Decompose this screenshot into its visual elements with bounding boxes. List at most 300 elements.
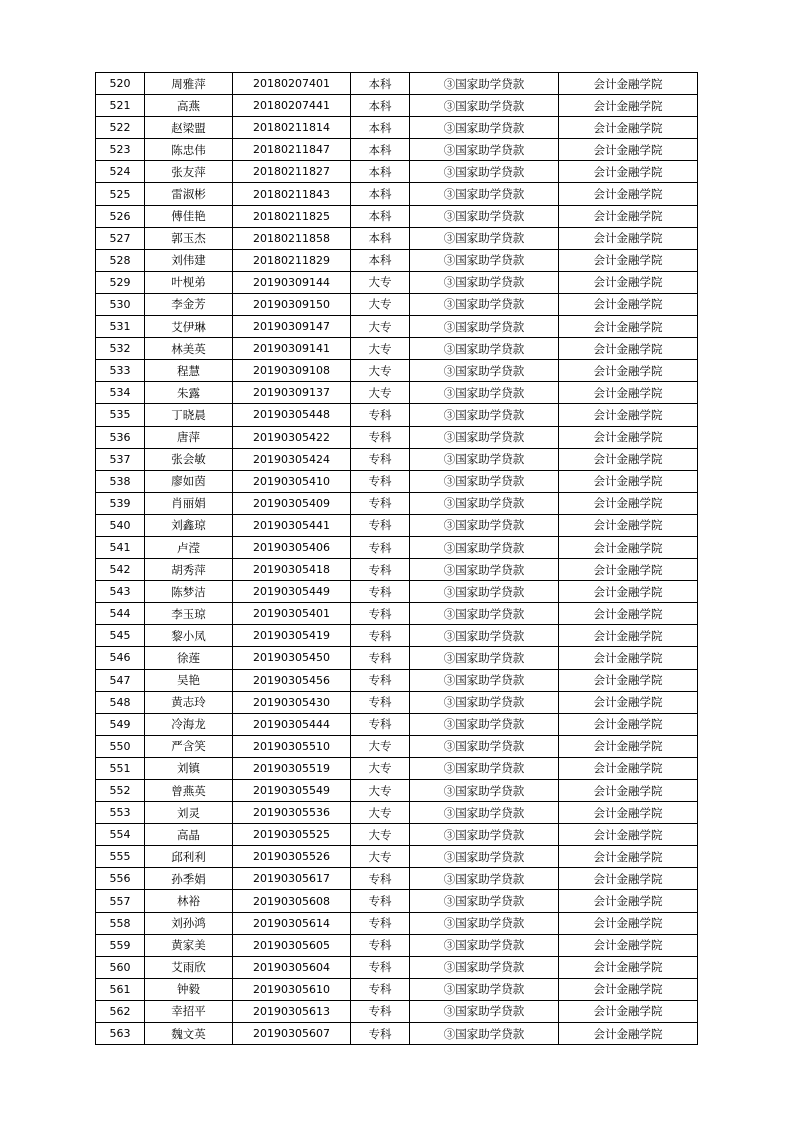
table-row: [96, 426, 698, 448]
student-id: 20190305406: [233, 536, 351, 558]
aid-type: ③国家助学贷款: [410, 316, 559, 338]
table-row: [96, 978, 698, 1000]
row-number: 547: [96, 669, 145, 691]
aid-type: ③国家助学贷款: [410, 249, 559, 271]
college-name: 会计金融学院: [559, 735, 698, 757]
student-id: 20190309137: [233, 382, 351, 404]
student-name: 刘孙鸿: [145, 912, 233, 934]
table-row: [96, 227, 698, 249]
aid-type: ③国家助学贷款: [410, 448, 559, 470]
row-number: 527: [96, 227, 145, 249]
aid-type: ③国家助学贷款: [410, 912, 559, 934]
student-id: 20190305422: [233, 426, 351, 448]
college-name: 会计金融学院: [559, 183, 698, 205]
aid-type: ③国家助学贷款: [410, 802, 559, 824]
college-name: 会计金融学院: [559, 117, 698, 139]
row-number: 551: [96, 757, 145, 779]
row-number: 543: [96, 581, 145, 603]
student-id: 20190305607: [233, 1023, 351, 1045]
student-id: 20190305450: [233, 647, 351, 669]
aid-type: ③国家助学贷款: [410, 824, 559, 846]
college-name: 会计金融学院: [559, 404, 698, 426]
college-name: 会计金融学院: [559, 559, 698, 581]
student-name: 徐莲: [145, 647, 233, 669]
aid-type: ③国家助学贷款: [410, 846, 559, 868]
education-level: 专科: [351, 559, 410, 581]
table-row: [96, 249, 698, 271]
table-row: [96, 890, 698, 912]
table-row: [96, 514, 698, 536]
college-name: 会计金融学院: [559, 956, 698, 978]
student-id: 20190305510: [233, 735, 351, 757]
table-row: [96, 1000, 698, 1022]
student-name: 郭玉杰: [145, 227, 233, 249]
college-name: 会计金融学院: [559, 625, 698, 647]
row-number: 557: [96, 890, 145, 912]
education-level: 专科: [351, 404, 410, 426]
student-name: 冷海龙: [145, 713, 233, 735]
aid-type: ③国家助学贷款: [410, 360, 559, 382]
student-id: 20190305549: [233, 780, 351, 802]
aid-type: ③国家助学贷款: [410, 139, 559, 161]
student-name: 孙季娟: [145, 868, 233, 890]
table-row: [96, 117, 698, 139]
row-number: 553: [96, 802, 145, 824]
aid-type: ③国家助学贷款: [410, 691, 559, 713]
student-id: 20180207441: [233, 95, 351, 117]
education-level: 大专: [351, 757, 410, 779]
student-id: 20190305617: [233, 868, 351, 890]
student-name: 赵梁盟: [145, 117, 233, 139]
aid-type: ③国家助学贷款: [410, 713, 559, 735]
table-row: [96, 780, 698, 802]
college-name: 会计金融学院: [559, 514, 698, 536]
row-number: 555: [96, 846, 145, 868]
education-level: 专科: [351, 669, 410, 691]
student-name: 雷淑彬: [145, 183, 233, 205]
student-name: 艾伊琳: [145, 316, 233, 338]
table-row: [96, 404, 698, 426]
college-name: 会计金融学院: [559, 426, 698, 448]
student-name: 朱露: [145, 382, 233, 404]
education-level: 本科: [351, 205, 410, 227]
aid-type: ③国家助学贷款: [410, 161, 559, 183]
education-level: 专科: [351, 713, 410, 735]
row-number: 542: [96, 559, 145, 581]
row-number: 532: [96, 338, 145, 360]
student-name: 李玉琼: [145, 603, 233, 625]
college-name: 会计金融学院: [559, 249, 698, 271]
row-number: 562: [96, 1000, 145, 1022]
education-level: 专科: [351, 1000, 410, 1022]
table-row: [96, 492, 698, 514]
row-number: 530: [96, 293, 145, 315]
student-name: 魏文英: [145, 1023, 233, 1045]
student-name: 幸招平: [145, 1000, 233, 1022]
student-id: 20190305430: [233, 691, 351, 713]
student-id: 20180207401: [233, 73, 351, 95]
education-level: 专科: [351, 536, 410, 558]
table-row: [96, 713, 698, 735]
aid-type: ③国家助学贷款: [410, 978, 559, 1000]
college-name: 会计金融学院: [559, 293, 698, 315]
student-name: 周雅萍: [145, 73, 233, 95]
table-row: [96, 625, 698, 647]
student-id: 20190305401: [233, 603, 351, 625]
education-level: 专科: [351, 978, 410, 1000]
college-name: 会计金融学院: [559, 669, 698, 691]
student-name: 丁晓晨: [145, 404, 233, 426]
student-name: 廖如茵: [145, 470, 233, 492]
college-name: 会计金融学院: [559, 271, 698, 293]
student-id: 20180211814: [233, 117, 351, 139]
row-number: 533: [96, 360, 145, 382]
aid-type: ③国家助学贷款: [410, 514, 559, 536]
student-name: 严含笑: [145, 735, 233, 757]
education-level: 专科: [351, 691, 410, 713]
student-id: 20190305418: [233, 559, 351, 581]
college-name: 会计金融学院: [559, 912, 698, 934]
row-number: 554: [96, 824, 145, 846]
aid-type: ③国家助学贷款: [410, 536, 559, 558]
student-name: 刘鑫琼: [145, 514, 233, 536]
college-name: 会计金融学院: [559, 713, 698, 735]
student-name: 黄志玲: [145, 691, 233, 713]
table-row: [96, 470, 698, 492]
aid-type: ③国家助学贷款: [410, 404, 559, 426]
college-name: 会计金融学院: [559, 360, 698, 382]
student-name: 艾雨欣: [145, 956, 233, 978]
college-name: 会计金融学院: [559, 73, 698, 95]
education-level: 专科: [351, 868, 410, 890]
table-row: [96, 912, 698, 934]
college-name: 会计金融学院: [559, 824, 698, 846]
table-row: [96, 536, 698, 558]
row-number: 539: [96, 492, 145, 514]
college-name: 会计金融学院: [559, 757, 698, 779]
college-name: 会计金融学院: [559, 316, 698, 338]
student-id: 20190305444: [233, 713, 351, 735]
row-number: 552: [96, 780, 145, 802]
college-name: 会计金融学院: [559, 227, 698, 249]
student-name: 陈忠伟: [145, 139, 233, 161]
education-level: 本科: [351, 161, 410, 183]
table-row: [96, 271, 698, 293]
row-number: 525: [96, 183, 145, 205]
education-level: 专科: [351, 426, 410, 448]
education-level: 本科: [351, 73, 410, 95]
education-level: 专科: [351, 890, 410, 912]
student-name: 叶枧弟: [145, 271, 233, 293]
student-name: 曾燕英: [145, 780, 233, 802]
aid-type: ③国家助学贷款: [410, 735, 559, 757]
student-id: 20190305525: [233, 824, 351, 846]
aid-type: ③国家助学贷款: [410, 603, 559, 625]
education-level: 专科: [351, 603, 410, 625]
student-id: 20190305536: [233, 802, 351, 824]
student-id: 20190305526: [233, 846, 351, 868]
education-level: 专科: [351, 470, 410, 492]
table-row: [96, 360, 698, 382]
college-name: 会计金融学院: [559, 492, 698, 514]
student-id: 20190305419: [233, 625, 351, 647]
college-name: 会计金融学院: [559, 161, 698, 183]
education-level: 本科: [351, 117, 410, 139]
row-number: 528: [96, 249, 145, 271]
aid-type: ③国家助学贷款: [410, 956, 559, 978]
student-name: 高晶: [145, 824, 233, 846]
college-name: 会计金融学院: [559, 691, 698, 713]
student-name: 张会敏: [145, 448, 233, 470]
student-id: 20190309141: [233, 338, 351, 360]
table-row: [96, 647, 698, 669]
college-name: 会计金融学院: [559, 647, 698, 669]
college-name: 会计金融学院: [559, 780, 698, 802]
education-level: 专科: [351, 934, 410, 956]
education-level: 大专: [351, 382, 410, 404]
education-level: 本科: [351, 139, 410, 161]
education-level: 本科: [351, 227, 410, 249]
table-row: [96, 382, 698, 404]
college-name: 会计金融学院: [559, 1023, 698, 1045]
student-id: 20180211847: [233, 139, 351, 161]
college-name: 会计金融学院: [559, 581, 698, 603]
student-name: 傅佳艳: [145, 205, 233, 227]
row-number: 521: [96, 95, 145, 117]
aid-type: ③国家助学贷款: [410, 890, 559, 912]
education-level: 专科: [351, 1023, 410, 1045]
aid-type: ③国家助学贷款: [410, 338, 559, 360]
education-level: 大专: [351, 338, 410, 360]
college-name: 会计金融学院: [559, 338, 698, 360]
table-row: [96, 669, 698, 691]
aid-type: ③国家助学贷款: [410, 559, 559, 581]
table-row: [96, 293, 698, 315]
education-level: 专科: [351, 448, 410, 470]
education-level: 大专: [351, 293, 410, 315]
aid-type: ③国家助学贷款: [410, 780, 559, 802]
row-number: 540: [96, 514, 145, 536]
education-level: 专科: [351, 912, 410, 934]
row-number: 520: [96, 73, 145, 95]
student-name: 林美英: [145, 338, 233, 360]
student-name: 刘伟建: [145, 249, 233, 271]
college-name: 会计金融学院: [559, 448, 698, 470]
aid-type: ③国家助学贷款: [410, 73, 559, 95]
student-name: 李金芳: [145, 293, 233, 315]
table-row: [96, 316, 698, 338]
row-number: 526: [96, 205, 145, 227]
table-row: [96, 735, 698, 757]
aid-type: ③国家助学贷款: [410, 95, 559, 117]
row-number: 558: [96, 912, 145, 934]
student-name: 邱利利: [145, 846, 233, 868]
student-id: 20190305605: [233, 934, 351, 956]
college-name: 会计金融学院: [559, 802, 698, 824]
table-row: [96, 802, 698, 824]
student-id: 20180211858: [233, 227, 351, 249]
student-name: 钟毅: [145, 978, 233, 1000]
aid-type: ③国家助学贷款: [410, 271, 559, 293]
student-id: 20190305519: [233, 757, 351, 779]
table-row: [96, 691, 698, 713]
education-level: 专科: [351, 492, 410, 514]
table-row: [96, 338, 698, 360]
education-level: 专科: [351, 956, 410, 978]
education-level: 本科: [351, 183, 410, 205]
table-row: [96, 956, 698, 978]
row-number: 534: [96, 382, 145, 404]
college-name: 会计金融学院: [559, 95, 698, 117]
education-level: 大专: [351, 360, 410, 382]
college-name: 会计金融学院: [559, 205, 698, 227]
table-row: [96, 934, 698, 956]
row-number: 524: [96, 161, 145, 183]
aid-type: ③国家助学贷款: [410, 625, 559, 647]
education-level: 专科: [351, 647, 410, 669]
student-name: 张友萍: [145, 161, 233, 183]
education-level: 大专: [351, 802, 410, 824]
row-number: 548: [96, 691, 145, 713]
row-number: 522: [96, 117, 145, 139]
student-id: 20190309144: [233, 271, 351, 293]
college-name: 会计金融学院: [559, 603, 698, 625]
student-id: 20190305441: [233, 514, 351, 536]
aid-type: ③国家助学贷款: [410, 205, 559, 227]
table-row: [96, 846, 698, 868]
education-level: 大专: [351, 271, 410, 293]
student-name: 高燕: [145, 95, 233, 117]
education-level: 本科: [351, 249, 410, 271]
education-level: 大专: [351, 824, 410, 846]
education-level: 本科: [351, 95, 410, 117]
student-id: 20190305410: [233, 470, 351, 492]
student-id: 20190305456: [233, 669, 351, 691]
student-name: 唐萍: [145, 426, 233, 448]
student-loan-roster-table: [95, 72, 698, 1045]
row-number: 546: [96, 647, 145, 669]
student-id: 20180211843: [233, 183, 351, 205]
table-row: [96, 448, 698, 470]
student-name: 卢滢: [145, 536, 233, 558]
student-id: 20180211829: [233, 249, 351, 271]
aid-type: ③国家助学贷款: [410, 382, 559, 404]
row-number: 560: [96, 956, 145, 978]
student-id: 20190305608: [233, 890, 351, 912]
aid-type: ③国家助学贷款: [410, 1023, 559, 1045]
college-name: 会计金融学院: [559, 1000, 698, 1022]
student-name: 程慧: [145, 360, 233, 382]
student-name: 刘镇: [145, 757, 233, 779]
student-id: 20190305604: [233, 956, 351, 978]
table-row: [96, 95, 698, 117]
row-number: 550: [96, 735, 145, 757]
student-id: 20190305409: [233, 492, 351, 514]
table-row: [96, 559, 698, 581]
education-level: 专科: [351, 514, 410, 536]
aid-type: ③国家助学贷款: [410, 868, 559, 890]
row-number: 523: [96, 139, 145, 161]
aid-type: ③国家助学贷款: [410, 647, 559, 669]
table-row: [96, 139, 698, 161]
college-name: 会计金融学院: [559, 846, 698, 868]
education-level: 专科: [351, 581, 410, 603]
student-id: 20190305448: [233, 404, 351, 426]
college-name: 会计金融学院: [559, 139, 698, 161]
student-name: 黎小凤: [145, 625, 233, 647]
aid-type: ③国家助学贷款: [410, 492, 559, 514]
aid-type: ③国家助学贷款: [410, 757, 559, 779]
row-number: 535: [96, 404, 145, 426]
student-id: 20180211825: [233, 205, 351, 227]
student-name: 吴艳: [145, 669, 233, 691]
aid-type: ③国家助学贷款: [410, 183, 559, 205]
education-level: 大专: [351, 780, 410, 802]
table-row: [96, 205, 698, 227]
table-row: [96, 183, 698, 205]
college-name: 会计金融学院: [559, 470, 698, 492]
student-id: 20190305449: [233, 581, 351, 603]
student-id: 20190305424: [233, 448, 351, 470]
student-name: 刘灵: [145, 802, 233, 824]
row-number: 561: [96, 978, 145, 1000]
education-level: 专科: [351, 625, 410, 647]
student-id: 20190309108: [233, 360, 351, 382]
education-level: 大专: [351, 316, 410, 338]
table-row: [96, 868, 698, 890]
aid-type: ③国家助学贷款: [410, 669, 559, 691]
student-id: 20190305613: [233, 1000, 351, 1022]
row-number: 556: [96, 868, 145, 890]
student-name: 陈梦洁: [145, 581, 233, 603]
student-name: 胡秀萍: [145, 559, 233, 581]
row-number: 545: [96, 625, 145, 647]
row-number: 544: [96, 603, 145, 625]
row-number: 529: [96, 271, 145, 293]
college-name: 会计金融学院: [559, 978, 698, 1000]
table-row: [96, 1023, 698, 1045]
aid-type: ③国家助学贷款: [410, 293, 559, 315]
aid-type: ③国家助学贷款: [410, 934, 559, 956]
table-row: [96, 824, 698, 846]
college-name: 会计金融学院: [559, 890, 698, 912]
aid-type: ③国家助学贷款: [410, 227, 559, 249]
student-id: 20190309150: [233, 293, 351, 315]
student-id: 20190309147: [233, 316, 351, 338]
aid-type: ③国家助学贷款: [410, 117, 559, 139]
education-level: 大专: [351, 846, 410, 868]
student-id: 20180211827: [233, 161, 351, 183]
table-row: [96, 757, 698, 779]
table-row: [96, 603, 698, 625]
row-number: 531: [96, 316, 145, 338]
student-name: 林裕: [145, 890, 233, 912]
row-number: 541: [96, 536, 145, 558]
row-number: 563: [96, 1023, 145, 1045]
table-row: [96, 73, 698, 95]
aid-type: ③国家助学贷款: [410, 470, 559, 492]
row-number: 559: [96, 934, 145, 956]
college-name: 会计金融学院: [559, 536, 698, 558]
table-row: [96, 161, 698, 183]
college-name: 会计金融学院: [559, 934, 698, 956]
row-number: 549: [96, 713, 145, 735]
college-name: 会计金融学院: [559, 868, 698, 890]
row-number: 538: [96, 470, 145, 492]
row-number: 536: [96, 426, 145, 448]
education-level: 大专: [351, 735, 410, 757]
row-number: 537: [96, 448, 145, 470]
